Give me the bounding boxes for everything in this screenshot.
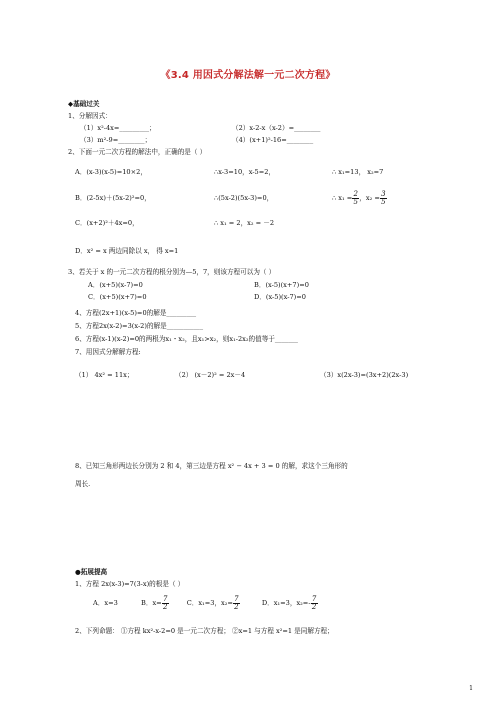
e1-option-b-fraction <box>162 596 169 611</box>
e2: 2、下列命题： ①方程 kx²-x-2=0 是一元二次方程； ②x=1 与方程 x²=1 是同解方程； <box>75 627 334 635</box>
section-basic-heading: ◆基础过关 <box>68 100 100 108</box>
q2-b-root2-label: ，x₂ = <box>359 194 380 202</box>
q2-b-root1-fraction <box>352 191 359 206</box>
e1-option-c-fraction <box>233 596 240 611</box>
fraction-denominator: 5 <box>381 197 386 206</box>
q2-b-root1-label: ∴ x₁ = <box>332 194 353 202</box>
q2-heading: 2、下面一元二次方程的解法中，正确的是（ ） <box>68 148 207 156</box>
q1-heading: 1、分解因式： <box>68 112 112 120</box>
e1-option-b-label: B．x= <box>141 599 162 607</box>
q4: 4、方程(2x+1)(x-5)=0的解是_________ <box>75 309 197 317</box>
q5: 5、方程2x(x-2)=3(x-2)的解是___________ <box>75 322 203 330</box>
e1-option-d-fraction <box>311 596 318 611</box>
q2-option-b-step: ∴(5x-2)(5x-3)=0， <box>214 194 274 202</box>
fraction-numerator: 7 <box>162 594 168 603</box>
q7-part-3: （3）x(2x-3)=(3x+2)(2x-3) <box>320 371 409 379</box>
q3-option-d: D．(x-5)(x-7)=0 <box>254 293 306 301</box>
fraction-numerator: 2 <box>353 189 359 198</box>
fraction-denominator: 2 <box>311 602 317 611</box>
q6: 6、方程(x-1)(x-2)=0的两根为x₁・x₂，且x₁>x₂，则x₁-2x₂的值等于_______ <box>75 335 298 343</box>
fraction-numerator: 7 <box>234 594 239 603</box>
q3-heading: 3、若关于 x 的一元二次方程的根分别为—5，7，则该方程可以为（ ） <box>68 268 276 276</box>
page-number: 1 <box>469 685 473 692</box>
section-extension-heading: ●拓展提高 <box>75 568 108 576</box>
e1-options <box>93 593 318 613</box>
document-title: 《3.4 用因式分解法解一元二次方程》 <box>160 70 336 81</box>
q2-option-a-result: ∴ x₁=13， x₂=7 <box>332 168 384 176</box>
q2-option-d: D．x² = x 两边同除以 x， 得 x=1 <box>75 247 179 255</box>
q2-option-a-step: ∴x-3=10，x-5=2， <box>214 168 276 176</box>
q3-option-c: C．(x+5)(x+7)=0 <box>88 293 147 301</box>
q3-option-a: A．(x+5)(x-7)=0 <box>88 281 143 289</box>
q1-part-4: （4）(x+1)²-16=________ <box>232 136 314 144</box>
q8-line-1: 8、已知三角形两边长分别为 2 和 4，第三边是方程 x² − 4x + 3 = 0 的解，求这个三角形的 <box>75 462 348 470</box>
q3-option-b: B．(x-5)(x+7)=0 <box>254 281 309 289</box>
q2-b-root2-fraction <box>380 191 387 206</box>
q2-option-b-eq: B．(2-5x)＋(5x-2)²=0， <box>75 194 151 202</box>
fraction-denominator: 5 <box>353 197 359 206</box>
e1-option-d-label: D．x₁=3，x₂=- <box>261 599 311 607</box>
fraction-denominator: 2 <box>162 602 168 611</box>
e1-option-a: A．x=3 <box>93 599 118 607</box>
q7-heading: 7、用因式分解解方程: <box>75 348 141 356</box>
e1-option-c-label: C．x₁=3，x₂= <box>186 599 233 607</box>
q1-part-2: （2）x-2-x（x-2）=________ <box>232 124 321 132</box>
q7-part-2: （2） (x－2)² = 2x－4 <box>175 371 246 379</box>
q2-option-c-step: ∴ x₁ = 2，x₂ = －2 <box>214 219 275 227</box>
fraction-denominator: 2 <box>234 602 239 611</box>
q2-option-a-eq: A．(x-3)(x-5)=10×2， <box>75 168 147 176</box>
e1-heading: 1、方程 2x(x-3)=7(3-x)的根是（ ） <box>75 580 185 588</box>
q8-line-2: 周长. <box>75 480 91 488</box>
fraction-numerator: 7 <box>311 594 317 603</box>
q1-part-1: （1）x²-4x=_________； <box>80 124 156 132</box>
q2-option-b-result <box>332 188 387 208</box>
fraction-numerator: 3 <box>381 189 386 198</box>
q1-part-3: （3）m²-9=________； <box>80 136 152 144</box>
q2-option-c-eq: C．(x+2)²＋4x=0， <box>75 219 139 227</box>
q7-part-1: （1） 4x² = 11x； <box>75 371 134 379</box>
